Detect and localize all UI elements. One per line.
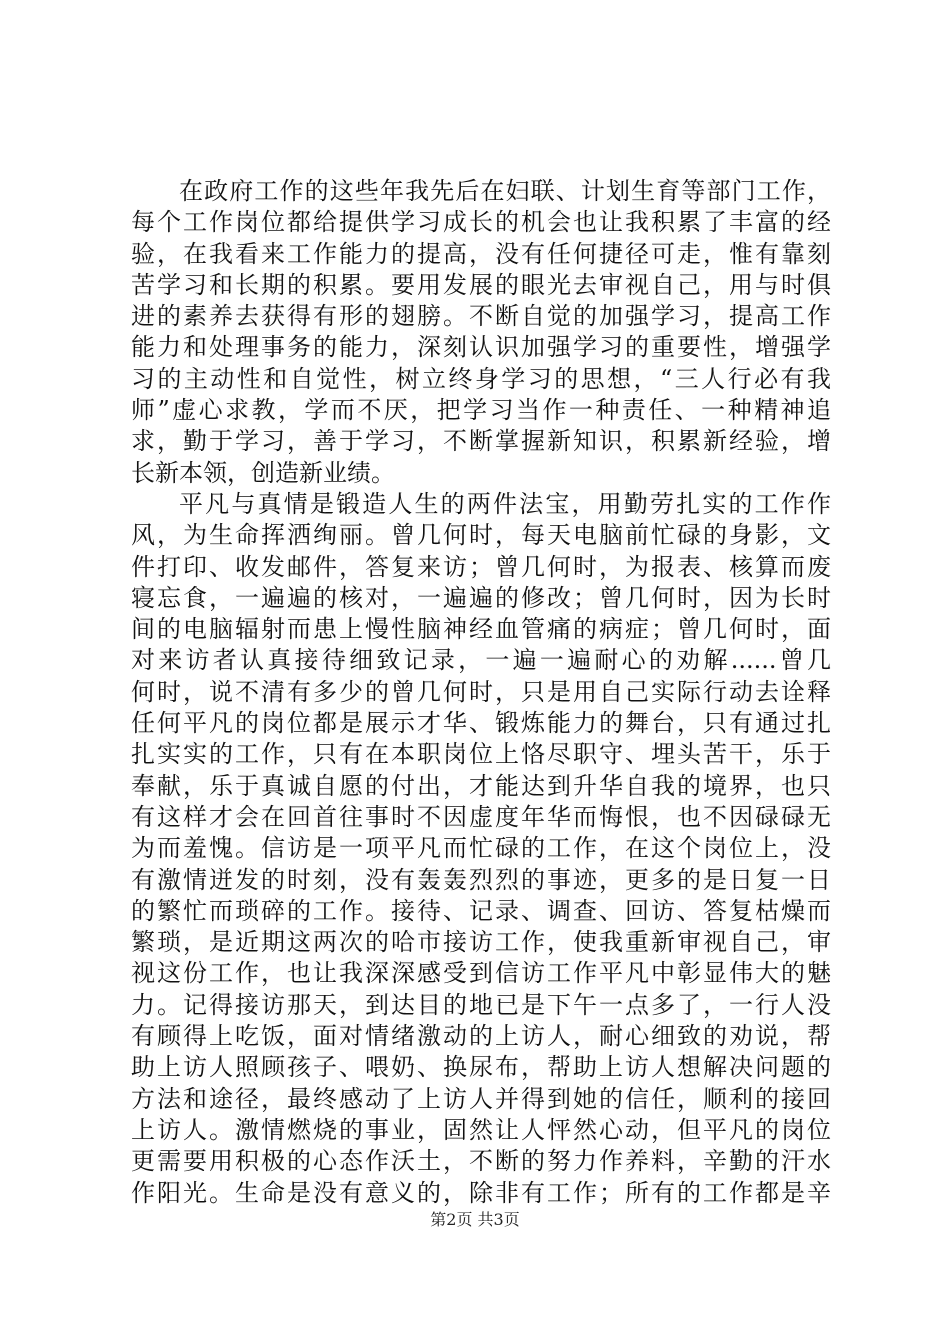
text-line: 方法和途径，最终感动了上访人并得到她的信任，顺利的接回 <box>131 1084 831 1113</box>
text-line: 习的主动性和自觉性，树立终身学习的思想，“三人行必有我 <box>131 364 831 393</box>
page-number: 第2页 共3页 <box>430 1210 520 1229</box>
text-line: 进的素养去获得有形的翅膀。不断自觉的加强学习，提高工作 <box>131 302 831 331</box>
text-line: 长新本领，创造新业绩。 <box>131 458 395 487</box>
text-line: 何时，说不清有多少的曾几何时，只是用自己实际行动去诠释 <box>131 677 831 706</box>
text-line: 师”虚心求教，学而不厌，把学习当作一种责任、一种精神追 <box>131 396 831 425</box>
text-line: 有这样才会在回首往事时不因虚度年华而悔恨，也不因碌碌无 <box>131 802 831 831</box>
text-line: 寝忘食，一遍遍的核对，一遍遍的修改；曾几何时，因为长时 <box>131 583 831 612</box>
text-line: 助上访人照顾孩子、喂奶、换尿布，帮助上访人想解决问题的 <box>131 1053 831 1082</box>
text-line: 平凡与真情是锻造人生的两件法宝，用勤劳扎实的工作作 <box>179 489 831 518</box>
text-line: 更需要用积极的心态作沃土，不断的努力作养料，辛勤的汗水 <box>131 1147 831 1176</box>
text-line: 每个工作岗位都给提供学习成长的机会也让我积累了丰富的经 <box>131 208 831 237</box>
text-line: 求，勤于学习，善于学习，不断掌握新知识，积累新经验，增 <box>131 427 831 456</box>
text-line: 验，在我看来工作能力的提高，没有任何捷径可走，惟有靠刻 <box>131 239 831 268</box>
text-line: 间的电脑辐射而患上慢性脑神经血管痛的病症；曾几何时，面 <box>131 615 831 644</box>
text-line: 作阳光。生命是没有意义的，除非有工作；所有的工作都是辛 <box>131 1178 831 1207</box>
text-line: 为而羞愧。信访是一项平凡而忙碌的工作，在这个岗位上，没 <box>131 834 831 863</box>
text-line: 奉献，乐于真诚自愿的付出，才能达到升华自我的境界，也只 <box>131 771 831 800</box>
text-line: 扎实实的工作，只有在本职岗位上恪尽职守、埋头苦干，乐于 <box>131 740 831 769</box>
text-line: 繁琐，是近期这两次的哈市接访工作，使我重新审视自己，审 <box>131 928 831 957</box>
text-line: 能力和处理事务的能力，深刻认识加强学习的重要性，增强学 <box>131 333 831 362</box>
text-line: 件打印、收发邮件，答复来访；曾几何时，为报表、核算而废 <box>131 552 831 581</box>
text-line: 在政府工作的这些年我先后在妇联、计划生育等部门工作， <box>179 177 831 205</box>
text-line: 风，为生命挥洒绚丽。曾几何时，每天电脑前忙碌的身影，文 <box>131 521 831 550</box>
text-line: 视这份工作，也让我深深感受到信访工作平凡中彰显伟大的魅 <box>131 959 831 988</box>
text-line: 的繁忙而琐碎的工作。接待、记录、调查、回访、答复枯燥而 <box>131 896 831 925</box>
text-line: 有激情迸发的时刻，没有轰轰烈烈的事迹，更多的是日复一日 <box>131 865 831 894</box>
text-line: 任何平凡的岗位都是展示才华、锻炼能力的舞台，只有通过扎 <box>131 709 831 738</box>
text-line: 力。记得接访那天，到达目的地已是下午一点多了，一行人没 <box>131 990 831 1019</box>
text-line: 苦学习和长期的积累。要用发展的眼光去审视自己，用与时俱 <box>131 270 831 299</box>
text-line: 对来访者认真接待细致记录，一遍一遍耐心的劝解......曾几 <box>131 646 831 675</box>
body-text <box>131 176 831 1209</box>
text-line: 上访人。激情燃烧的事业，固然让人怦然心动，但平凡的岗位 <box>131 1115 831 1144</box>
text-line: 有顾得上吃饭，面对情绪激动的上访人，耐心细致的劝说，帮 <box>131 1022 831 1051</box>
